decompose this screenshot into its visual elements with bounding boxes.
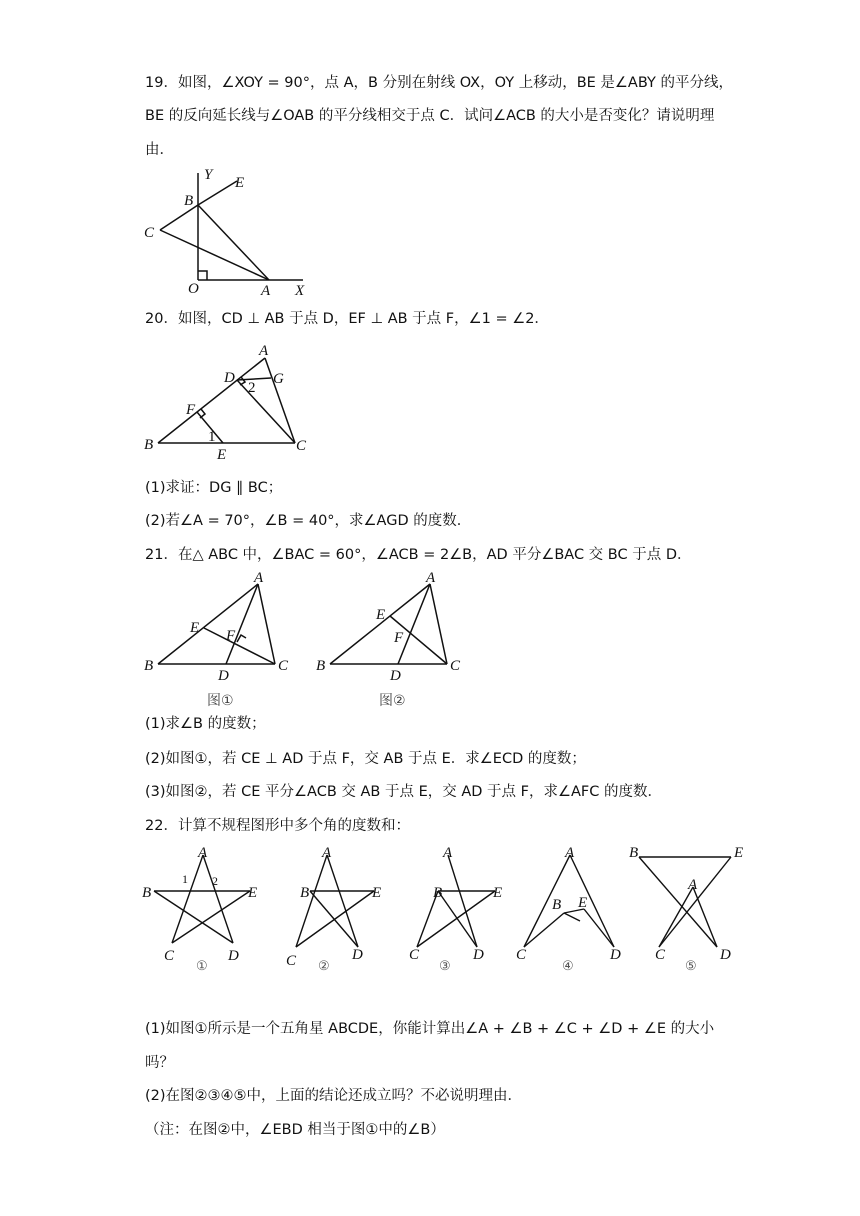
q22-fig1-label-B: B <box>142 885 152 901</box>
q19-label-E: E <box>235 175 245 191</box>
q22-fig3-label-B: B <box>433 885 443 901</box>
q22-fig2-label-C: C <box>286 953 297 969</box>
q22-part2: (2)在图②③④⑤中，上面的结论还成立吗？不必说明理由． <box>145 1088 523 1104</box>
q22-fig3-label-E: E <box>493 885 503 901</box>
q22-fig5-label-B: B <box>629 845 639 861</box>
q19-figure <box>140 165 320 300</box>
q20-label-2: 2 <box>248 380 256 396</box>
q19-text-line1: 19．如图，∠XOY = 90°，点 A，B 分别在射线 OX，OY 上移动，BE 是∠ABY 的平分线， <box>145 75 733 91</box>
q21-fig2-label-D: D <box>390 668 401 684</box>
q22-fig4-label-A: A <box>565 845 575 861</box>
q22-fig5-label-A: A <box>688 877 698 893</box>
q20-label-G: G <box>273 371 284 387</box>
q21-fig1-label-E: E <box>190 620 200 636</box>
q22-fig1-label-C: C <box>164 948 175 964</box>
q22-fig1-label-A: A <box>198 845 208 861</box>
q22-fig2-label-B: B <box>300 885 310 901</box>
q22-fig4-label-B: B <box>552 897 562 913</box>
q22-note: （注：在图②中，∠EBD 相当于图①中的∠B） <box>145 1122 445 1138</box>
q21-part3: (3)如图②，若 CE 平分∠ACB 交 AB 于点 E，交 AD 于点 F，求∠AFC 的度数． <box>145 784 662 800</box>
q22-fig3-label-D: D <box>473 947 484 963</box>
q22-fig1-label-D: D <box>228 948 239 964</box>
q22-fig4-label-D: D <box>610 947 621 963</box>
q21-caption-2: 图② <box>379 693 406 709</box>
q20-label-E: E <box>217 447 227 463</box>
q21-fig1-label-D: D <box>218 668 229 684</box>
q22-fig4-number: ④ <box>562 958 574 973</box>
q22-fig2-number: ② <box>318 958 330 973</box>
q22-fig5-label-D: D <box>720 947 731 963</box>
q22-figure-5 <box>625 843 755 973</box>
q22-figure-3 <box>405 843 515 973</box>
q20-text-line1: 20．如图，CD ⊥ AB 于点 D，EF ⊥ AB 于点 F，∠1 = ∠2． <box>145 311 549 327</box>
q22-fig2-label-D: D <box>352 947 363 963</box>
q22-fig4-label-C: C <box>516 947 527 963</box>
q20-part1: (1)求证：DG ∥ BC； <box>145 480 283 496</box>
q19-label-C: C <box>144 225 155 241</box>
q20-label-D: D <box>224 370 235 386</box>
q19-label-B: B <box>184 193 194 209</box>
q21-text-line1: 21．在△ ABC 中，∠BAC = 60°，∠ACB = 2∠B，AD 平分∠BAC 交 BC 于点 D． <box>145 547 692 563</box>
q19-text-line3: 由． <box>145 142 174 158</box>
q19-label-A: A <box>261 283 271 299</box>
q21-figure-2 <box>312 570 472 685</box>
q21-fig1-label-F: F <box>226 628 236 644</box>
q22-fig5-label-C: C <box>655 947 666 963</box>
q22-text-line1: 22．计算不规程图形中多个角的度数和： <box>145 818 410 834</box>
q21-part1: (1)求∠B 的度数； <box>145 716 266 732</box>
q20-label-A: A <box>259 343 269 359</box>
q22-figure-1 <box>140 843 270 973</box>
q19-label-X: X <box>295 283 305 299</box>
q22-fig1-label-2: 2 <box>212 874 218 888</box>
q21-fig2-label-F: F <box>394 630 404 646</box>
q20-label-1: 1 <box>208 429 216 445</box>
q21-fig2-label-A: A <box>426 570 436 586</box>
q21-fig1-label-C: C <box>278 658 289 674</box>
q22-fig1-label-1: 1 <box>182 872 188 886</box>
q22-fig5-label-E: E <box>734 845 744 861</box>
q22-figure-4 <box>512 843 627 973</box>
q22-fig3-label-A: A <box>443 845 453 861</box>
q22-fig2-label-E: E <box>372 885 382 901</box>
q20-label-C: C <box>296 438 307 454</box>
q22-fig3-number: ③ <box>439 958 451 973</box>
q22-fig2-label-A: A <box>322 845 332 861</box>
q21-fig1-label-A: A <box>254 570 264 586</box>
q20-label-F: F <box>186 402 196 418</box>
q22-figure-2 <box>282 843 392 973</box>
q22-part1-line2: 吗？ <box>145 1055 174 1071</box>
q22-fig3-label-C: C <box>409 947 420 963</box>
q21-fig2-label-E: E <box>376 607 386 623</box>
q21-part2: (2)如图①，若 CE ⊥ AD 于点 F，交 AB 于点 E．求∠ECD 的度数； <box>145 751 586 767</box>
q22-fig4-label-E: E <box>578 895 588 911</box>
q22-fig1-label-E: E <box>248 885 258 901</box>
q19-label-Y: Y <box>204 167 213 183</box>
q21-fig2-label-C: C <box>450 658 461 674</box>
q22-part1-line1: (1)如图①所示是一个五角星 ABCDE，你能计算出∠A + ∠B + ∠C + ∠D + ∠E 的大小 <box>145 1021 715 1037</box>
q22-fig1-number: ① <box>196 958 208 973</box>
q22-fig5-number: ⑤ <box>685 958 697 973</box>
q20-figure <box>140 338 320 468</box>
q21-figure-1 <box>140 570 300 685</box>
q20-part2: (2)若∠A = 70°，∠B = 40°，求∠AGD 的度数． <box>145 513 472 529</box>
q19-label-O: O <box>188 281 199 297</box>
q21-caption-1: 图① <box>207 693 234 709</box>
q19-text-line2: BE 的反向延长线与∠OAB 的平分线相交于点 C．试问∠ACB 的大小是否变化？请说明理 <box>145 108 715 124</box>
q21-fig1-label-B: B <box>144 658 154 674</box>
q21-fig2-label-B: B <box>316 658 326 674</box>
q20-label-B: B <box>144 437 154 453</box>
